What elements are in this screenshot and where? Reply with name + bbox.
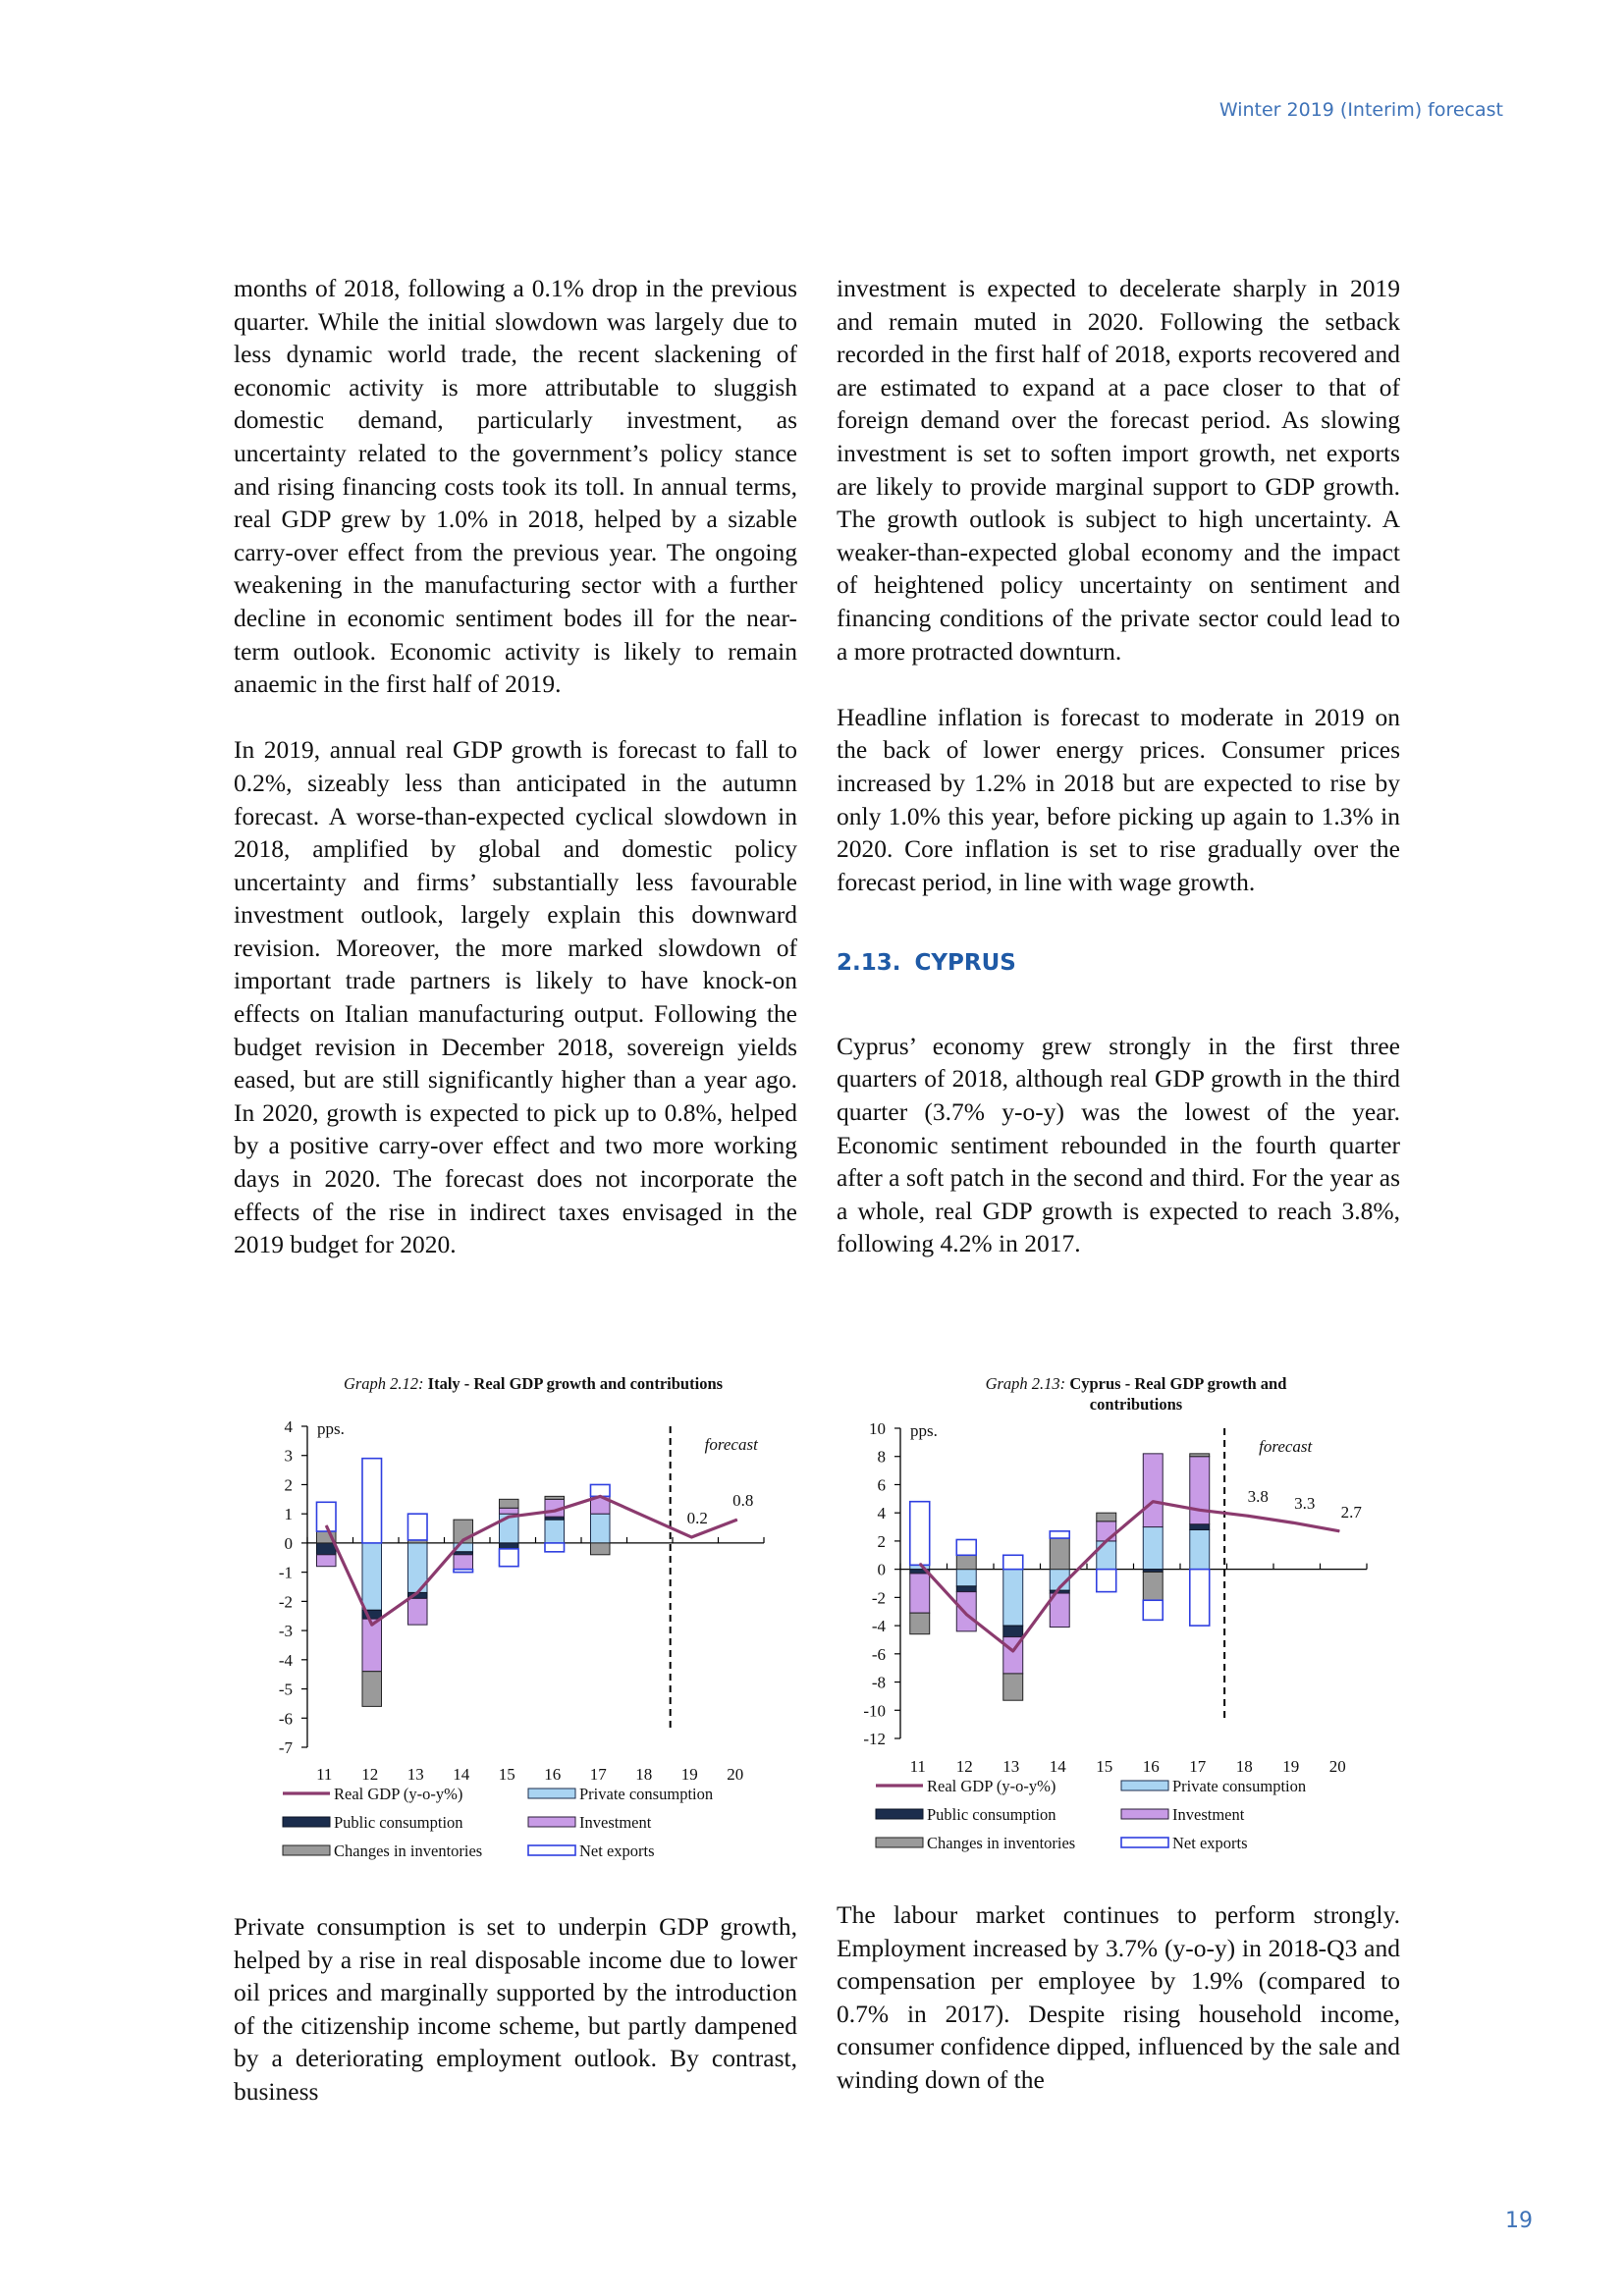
chart-title-text: Italy - Real GDP growth and contributions: [427, 1374, 724, 1393]
x-tick-label: 19: [1282, 1757, 1300, 1776]
paragraph: Cyprus’ economy grew strongly in the first three quarters of 2018, although real GDP growth in the third quarter (3.7% y-o-y) was the lowest of the year. Economic sentiment rebounded in the fourth quarter after a soft patch in the second and third. For the year as a whole, real GDP growth is expected to reach 3.8%, following 4.2% in 2017.: [837, 1031, 1400, 1258]
chart-svg: [244, 1369, 803, 1880]
legend-swatch-investment: [528, 1817, 575, 1827]
x-tick-label: 19: [680, 1765, 698, 1784]
gdp-point: [645, 1517, 646, 1518]
y-tick-label: 1: [284, 1505, 293, 1524]
legend-label: Net exports: [1172, 1834, 1248, 1852]
legend-swatch-public: [876, 1809, 923, 1819]
y-tick-label: 0: [877, 1560, 886, 1579]
bar-inventories: [910, 1613, 930, 1634]
x-tick-label: 15: [1096, 1757, 1113, 1776]
left-column: [234, 272, 797, 1261]
legend-swatch-net-exports: [528, 1845, 575, 1855]
chart-title: [344, 1374, 724, 1393]
gdp-point: [600, 1496, 601, 1497]
paragraph: months of 2018, following a 0.1% drop in the previous quarter. While the initial slowdown was largely due to less dynamic world trade, the recent slackening of economic activity is more attributable to sluggish domestic demand, particularly investment, as uncertainty related to the government’s policy stance and rising financing costs took its toll. In annual terms, real GDP grew by 1.0% in 2018, helped by a sizable carry-over effect from the previous year. The ongoing weakening in the manufacturing sector with a further decline in economic sentiment bodes ill for the near-term outlook. Economic activity is likely to remain anaemic in the first half of 2019.: [234, 274, 797, 699]
x-tick-label: 16: [544, 1765, 562, 1784]
gdp-point: [966, 1614, 967, 1615]
y-tick-label: 3: [284, 1446, 293, 1466]
y-tick-label: -4: [278, 1650, 293, 1670]
bar-net-exports: [407, 1514, 427, 1540]
bar-private: [1190, 1529, 1210, 1569]
y-tick-label: -1: [278, 1563, 293, 1582]
bar-investment: [499, 1508, 518, 1514]
legend-label: Real GDP (y-o-y%): [334, 1785, 463, 1803]
legend-swatch-inventories: [876, 1838, 923, 1847]
legend-label: Public consumption: [334, 1813, 463, 1832]
bar-public: [1190, 1524, 1210, 1530]
bar-net-exports: [454, 1570, 473, 1573]
y-tick-label: 10: [869, 1419, 886, 1438]
chart-title: [986, 1374, 1287, 1393]
x-tick-label: 17: [1189, 1757, 1207, 1776]
paragraph: The labour market continues to perform strongly. Employment increased by 3.7% (y-o-y) in 2018-Q3 and compensation per employee by 1.9% (compared to 0.7% in 2017). Despite rising household income, consumer confidence dipped, influenced by the sale and winding down of the: [837, 1900, 1400, 2094]
x-tick-label: 11: [316, 1765, 333, 1784]
right-column: [837, 272, 1400, 1260]
gdp-point: [554, 1511, 555, 1512]
y-tick-label: 4: [284, 1417, 293, 1436]
y-tick-label: -10: [863, 1701, 886, 1721]
bar-net-exports: [1003, 1555, 1023, 1569]
chart-svg: [846, 1369, 1406, 1880]
cyprus-gdp-chart: [846, 1369, 1406, 1880]
bar-net-exports: [499, 1549, 518, 1567]
data-label: 2.7: [1340, 1502, 1362, 1522]
bar-inventories: [1050, 1538, 1069, 1570]
legend-label: Private consumption: [579, 1785, 714, 1803]
bar-inventories: [1143, 1573, 1163, 1601]
gdp-point: [1153, 1501, 1154, 1502]
gdp-point: [371, 1625, 372, 1626]
bar-private: [590, 1514, 610, 1543]
gdp-point: [919, 1563, 920, 1564]
gdp-point: [1199, 1510, 1200, 1511]
legend-label: Net exports: [579, 1842, 655, 1860]
legend-label: Changes in inventories: [927, 1834, 1076, 1852]
bar-inventories: [1097, 1513, 1116, 1522]
bar-inventories: [499, 1499, 518, 1508]
y-tick-label: -2: [871, 1588, 886, 1608]
gdp-point: [509, 1517, 510, 1518]
y-tick-label: 0: [284, 1533, 293, 1553]
data-label: 0.2: [686, 1508, 708, 1527]
bar-private: [956, 1570, 976, 1586]
bar-inventories: [362, 1672, 382, 1707]
legend-swatch-investment: [1121, 1809, 1168, 1819]
y-axis-unit: pps.: [317, 1419, 345, 1438]
bar-inventories: [1003, 1674, 1023, 1700]
gdp-point: [1059, 1587, 1060, 1588]
bar-investment: [362, 1619, 382, 1672]
gdp-point: [1292, 1522, 1293, 1523]
y-tick-label: 4: [877, 1504, 886, 1523]
y-tick-label: 8: [877, 1447, 886, 1467]
x-tick-label: 12: [955, 1757, 973, 1776]
y-tick-label: -5: [278, 1680, 293, 1699]
running-header: Winter 2019 (Interim) forecast: [1218, 99, 1503, 121]
section-title: CYPRUS: [914, 950, 1016, 977]
y-tick-label: -4: [871, 1617, 886, 1636]
bar-net-exports: [590, 1484, 610, 1496]
gdp-point: [1339, 1530, 1340, 1531]
y-tick-label: -12: [863, 1730, 886, 1748]
bar-net-exports: [1143, 1600, 1163, 1620]
bar-investment: [1190, 1457, 1210, 1524]
x-tick-label: 20: [727, 1765, 744, 1784]
bar-investment: [407, 1598, 427, 1625]
section-number: 2.13.: [837, 950, 901, 977]
paragraph: investment is expected to decelerate sharply in 2019 and remain muted in 2020. Following the setback recorded in the first half of 2018, exports recovered and are estimated to expand at a pace closer to that of foreign demand over the forecast period. As slowing investment is set to soften import growth, net exports are likely to provide marginal support to GDP growth. The growth outlook is subject to high uncertainty. A weaker-than-expected global economy and the impact of heightened policy uncertainty on sentiment and financing conditions of the private sector could lead to a more protracted downturn.: [837, 274, 1400, 666]
bar-inventories: [545, 1496, 565, 1499]
bar-net-exports: [910, 1502, 930, 1566]
chart-title-line: contributions: [1089, 1395, 1183, 1414]
bar-private: [1003, 1570, 1023, 1626]
legend-swatch-inventories: [283, 1845, 330, 1855]
legend-swatch-private: [1121, 1781, 1168, 1790]
bar-inventories: [590, 1543, 610, 1555]
forecast-label: forecast: [704, 1435, 758, 1454]
bar-public: [316, 1543, 336, 1555]
y-tick-label: -6: [278, 1709, 293, 1729]
bar-net-exports: [1190, 1570, 1210, 1626]
bar-investment: [910, 1574, 930, 1613]
data-label: 3.3: [1294, 1494, 1316, 1514]
bar-investment: [1143, 1454, 1163, 1527]
italy-gdp-chart: [244, 1369, 803, 1880]
gdp-point: [691, 1536, 692, 1537]
chart-graph-label: Graph 2.12:: [343, 1374, 428, 1393]
x-tick-label: 18: [635, 1765, 653, 1784]
bar-net-exports: [1050, 1531, 1069, 1538]
bar-private: [362, 1543, 382, 1610]
data-label: 0.8: [732, 1491, 754, 1511]
legend-label: Investment: [1172, 1805, 1245, 1824]
chart-graph-label: Graph 2.13:: [985, 1374, 1070, 1393]
x-tick-label: 18: [1235, 1757, 1253, 1776]
gdp-point: [1246, 1516, 1247, 1517]
bar-public: [956, 1586, 976, 1592]
gdp-point: [326, 1525, 327, 1526]
legend-swatch-private: [528, 1789, 575, 1798]
y-tick-label: 2: [284, 1475, 293, 1495]
x-tick-label: 14: [453, 1765, 470, 1784]
y-axis-unit: pps.: [910, 1421, 938, 1440]
x-tick-label: 11: [909, 1757, 926, 1776]
gdp-point: [462, 1539, 463, 1540]
y-tick-label: -8: [871, 1673, 886, 1692]
legend-swatch-net-exports: [1121, 1838, 1168, 1847]
bar-private: [1097, 1541, 1116, 1570]
x-tick-label: 17: [589, 1765, 607, 1784]
x-tick-label: 12: [361, 1765, 379, 1784]
legend-label: Private consumption: [1172, 1777, 1307, 1795]
gdp-line: [326, 1496, 737, 1625]
legend-label: Investment: [579, 1813, 652, 1832]
bar-public: [1003, 1626, 1023, 1636]
bar-investment: [956, 1592, 976, 1631]
legend-label: Real GDP (y-o-y%): [927, 1777, 1056, 1795]
gdp-point: [736, 1520, 737, 1521]
bar-net-exports: [956, 1539, 976, 1555]
gdp-point: [1012, 1650, 1013, 1651]
forecast-label: forecast: [1259, 1437, 1313, 1456]
bar-inventories: [1190, 1454, 1210, 1457]
bar-investment: [454, 1555, 473, 1570]
legend-label: Changes in inventories: [334, 1842, 483, 1860]
x-tick-label: 14: [1049, 1757, 1066, 1776]
y-tick-label: 2: [877, 1531, 886, 1551]
page-number: 19: [1505, 2209, 1533, 2233]
bar-investment: [316, 1555, 336, 1567]
legend-label: Public consumption: [927, 1805, 1056, 1824]
x-tick-label: 13: [406, 1765, 424, 1784]
y-tick-label: 6: [877, 1475, 886, 1495]
section-heading: [837, 947, 1400, 981]
chart-title-text: Cyprus - Real GDP growth and: [1069, 1374, 1287, 1393]
bar-net-exports: [1097, 1570, 1116, 1592]
y-tick-label: -7: [278, 1738, 293, 1757]
gdp-line: [920, 1502, 1340, 1651]
paragraph: Private consumption is set to underpin GDP growth, helped by a rise in real disposable income due to lower oil prices and marginally supported by the introduction of the citizenship income scheme, but partly dampened by a deteriorating employment outlook. By contrast, business: [234, 1912, 797, 2106]
data-label: 3.8: [1247, 1487, 1269, 1507]
gdp-point: [417, 1592, 418, 1593]
bar-net-exports: [545, 1543, 565, 1552]
paragraph: In 2019, annual real GDP growth is forecast to fall to 0.2%, sizeably less than anticipated in the autumn forecast. A worse-than-expected cyclical slowdown in 2018, amplified by global and domestic policy uncertainty and firms’ substantially less favourable investment outlook, largely explain this downward revision. Moreover, the more marked slowdown of important trade partners is likely to have knock-on effects on Italian manufacturing output. Following the budget revision in December 2018, sovereign yields eased, but are still significantly higher than a year ago. In 2020, growth is expected to pick up to 0.8%, helped by a positive carry-over effect and two more working days in 2020. The forecast does not incorporate the effects of the rise in indirect taxes envisaged in the 2019 budget for 2020.: [234, 735, 797, 1259]
y-tick-label: -6: [871, 1644, 886, 1664]
paragraph: Headline inflation is forecast to moderate in 2019 on the back of lower energy prices. Consumer prices increased by 1.2% in 2018 but are expected to rise by only 1.0% this year, before picking up again to 1.3% in 2020. Core inflation is set to rise gradually over the forecast period, in line with wage growth.: [837, 702, 1400, 896]
bar-public: [499, 1543, 518, 1549]
bar-net-exports: [362, 1459, 382, 1543]
x-tick-label: 16: [1142, 1757, 1160, 1776]
legend-swatch-public: [283, 1817, 330, 1827]
bar-private: [1143, 1527, 1163, 1570]
bar-private: [545, 1520, 565, 1543]
y-tick-label: -3: [278, 1622, 293, 1641]
bar-inventories: [956, 1555, 976, 1569]
gdp-point: [1106, 1540, 1107, 1541]
x-tick-label: 13: [1002, 1757, 1020, 1776]
x-tick-label: 15: [498, 1765, 515, 1784]
x-tick-label: 20: [1328, 1757, 1346, 1776]
y-tick-label: -2: [278, 1592, 293, 1612]
bar-investment: [1097, 1522, 1116, 1541]
